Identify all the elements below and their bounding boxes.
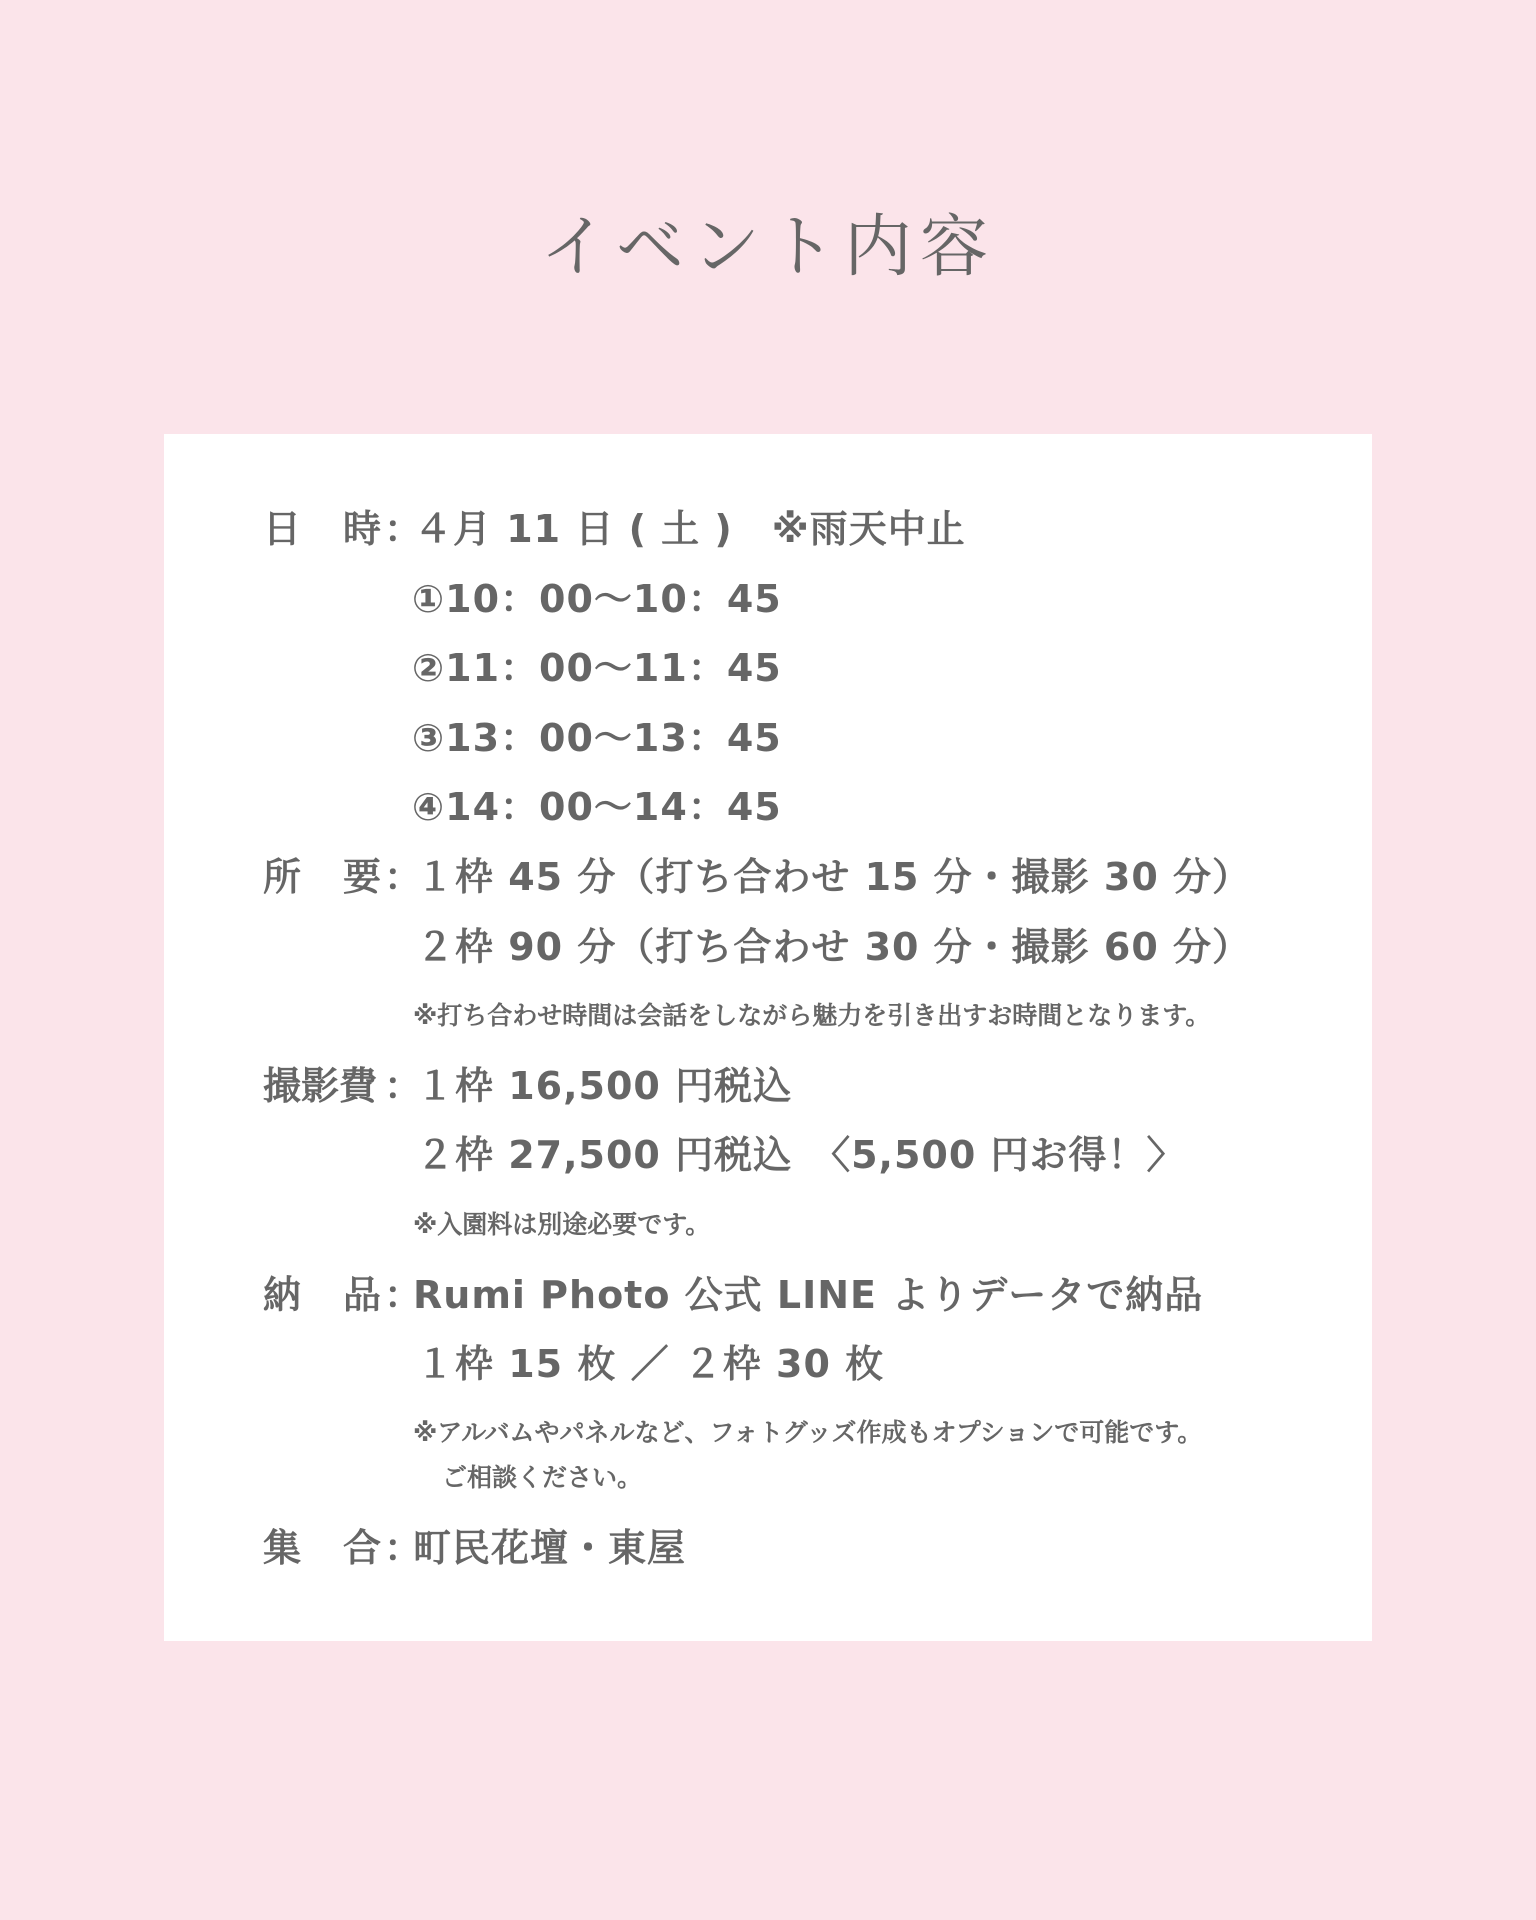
meeting-location: 町民花壇・東屋 [413,1526,687,1570]
fee-note: ※入園料は別途必要です。 [413,1210,711,1239]
duration-label: 所 要 [263,855,384,899]
delivery-line: １枠 15 枚 ／ ２枠 30 枚 [416,1342,885,1386]
duration-colon: ： [384,855,423,899]
schedule-colon: ： [384,507,423,551]
meeting-colon: ： [384,1526,423,1570]
fee-line: ２枠 27,500 円税込 〈5,500 円お得！〉 [416,1133,1186,1177]
duration-line: ２枠 90 分（打ち合わせ 30 分・撮影 60 分） [416,925,1252,969]
delivery-label: 納 品 [263,1273,384,1317]
delivery-line: Rumi Photo 公式 LINE よりデータで納品 [413,1273,1204,1317]
time-slot-text: ②11：00～11：45 [412,646,782,690]
duration-line: １枠 45 分（打ち合わせ 15 分・撮影 30 分） [416,855,1252,899]
time-slot-text: ①10：00～10：45 [412,577,782,621]
fee-colon: ： [384,1064,423,1108]
schedule-label: 日 時 [263,507,384,551]
delivery-colon: ： [384,1273,423,1317]
fee-label: 撮影費 [263,1064,378,1108]
time-slot-text: ④14：00～14：45 [412,785,782,829]
meeting-label: 集 合 [263,1526,384,1570]
page-title: イベント内容 [539,208,996,287]
time-slot-text: ③13：00～13：45 [412,716,782,760]
delivery-note: ※アルバムやパネルなど、フォトグッズ作成もオプションで可能です。 [413,1418,1203,1447]
event-details-card [164,434,1372,1641]
duration-note: ※打ち合わせ時間は会話をしながら魅力を引き出すお時間となります。 [413,1001,1211,1030]
fee-line: １枠 16,500 円税込 [416,1064,793,1108]
schedule-date: ４月 11 日 ( 土 ) ※雨天中止 [414,507,966,551]
delivery-note: ご相談ください。 [442,1463,643,1492]
